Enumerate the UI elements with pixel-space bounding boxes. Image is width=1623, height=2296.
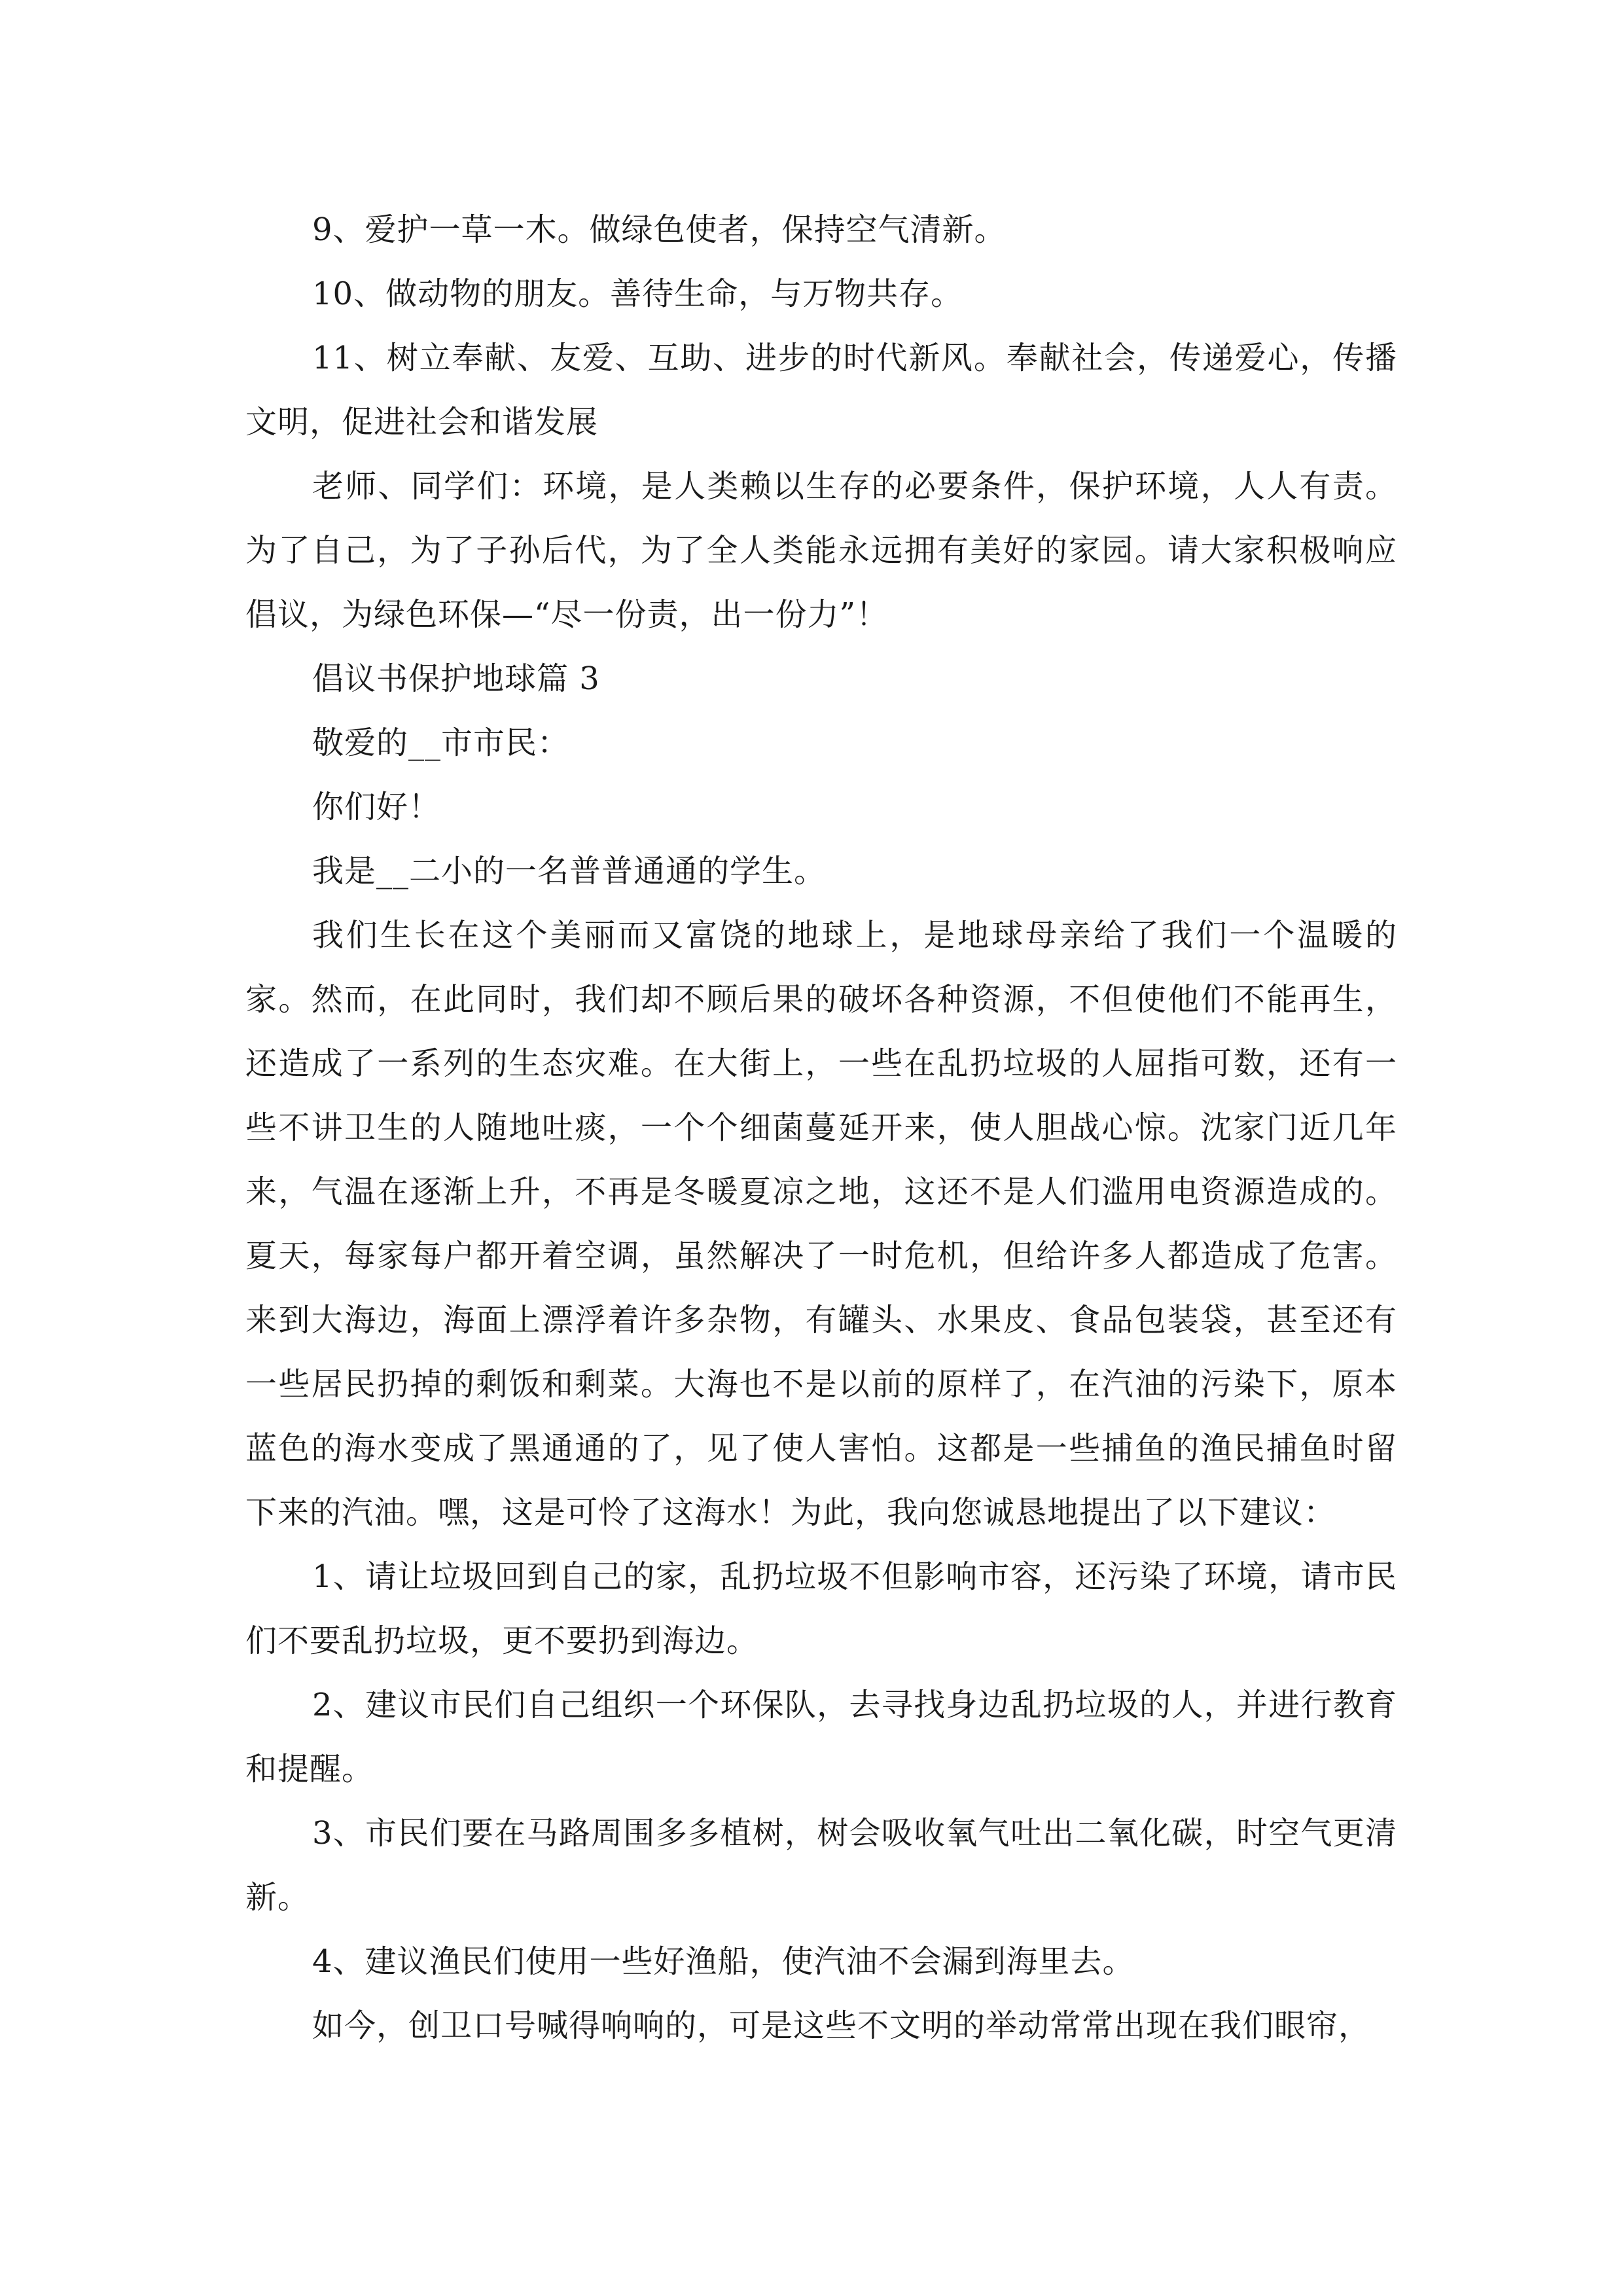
self-introduction: 我是__二小的一名普普通通的学生。 [312, 853, 827, 889]
suggestion-item-1: 1、请让垃圾回到自己的家，乱扔垃圾不但影响市容，还污染了环境，请市民们不要乱扔垃圾，更不要扔到海边。 [245, 1558, 1397, 1659]
paragraph-continuation: 如今，创卫口号喊得响响的，可是这些不文明的举动常常出现在我们眼帘， [312, 2007, 1371, 2044]
salutation: 敬爱的__市市民： [312, 725, 570, 761]
document-body [245, 198, 1397, 2058]
section-title: 倡议书保护地球篇 3 [312, 660, 600, 697]
paragraph-item-9: 9、爱护一草一木。做绿色使者，保持空气清新。 [312, 211, 1007, 248]
greeting: 你们好！ [312, 789, 441, 825]
suggestion-item-3: 3、市民们要在马路周围多多植树，树会吸收氧气吐出二氧化碳，时空气更清新。 [245, 1815, 1397, 1916]
paragraph-closing-appeal: 老师、同学们：环境，是人类赖以生存的必要条件，保护环境，人人有责。为了自己，为了子孙后代，为了全人类能永远拥有美好的家园。请大家积极响应倡议，为绿色环保—“尽一份责，出一份力”！ [245, 468, 1397, 633]
paragraph-body: 我们生长在这个美丽而又富饶的地球上，是地球母亲给了我们一个温暖的家。然而，在此同时，我们却不顾后果的破坏各种资源，不但使他们不能再生，还造成了一系列的生态灾难。在大街上，一些在乱扔垃圾的人屈指可数，还有一些不讲卫生的人随地吐痰，一个个细菌蔓延开来，使人胆战心惊。沈家门近几年来，气温在逐渐上升，不再是冬暖夏凉之地，这还不是人们滥用电资源造成的。夏天，每家每户都开着空调，虽然解决了一时危机，但给许多人都造成了危害。来到大海边，海面上漂浮着许多杂物，有罐头、水果皮、食品包装袋，甚至还有一些居民扔掉的剩饭和剩菜。大海也不是以前的原样了，在汽油的污染下，原本蓝色的海水变成了黑通通的了，见了使人害怕。这都是一些捕鱼的渔民捕鱼时留下来的汽油。嘿，这是可怜了这海水！为此，我向您诚恳地提出了以下建议： [245, 917, 1397, 1531]
paragraph-item-11: 11、树立奉献、友爱、互助、进步的时代新风。奉献社会，传递爱心，传播文明，促进社会和谐发展 [245, 340, 1397, 440]
suggestion-item-2: 2、建议市民们自己组织一个环保队，去寻找身边乱扔垃圾的人，并进行教育和提醒。 [245, 1687, 1397, 1787]
suggestion-item-4: 4、建议渔民们使用一些好渔船，使汽油不会漏到海里去。 [312, 1943, 1135, 1980]
paragraph-item-10: 10、做动物的朋友。善待生命，与万物共存。 [312, 276, 963, 312]
